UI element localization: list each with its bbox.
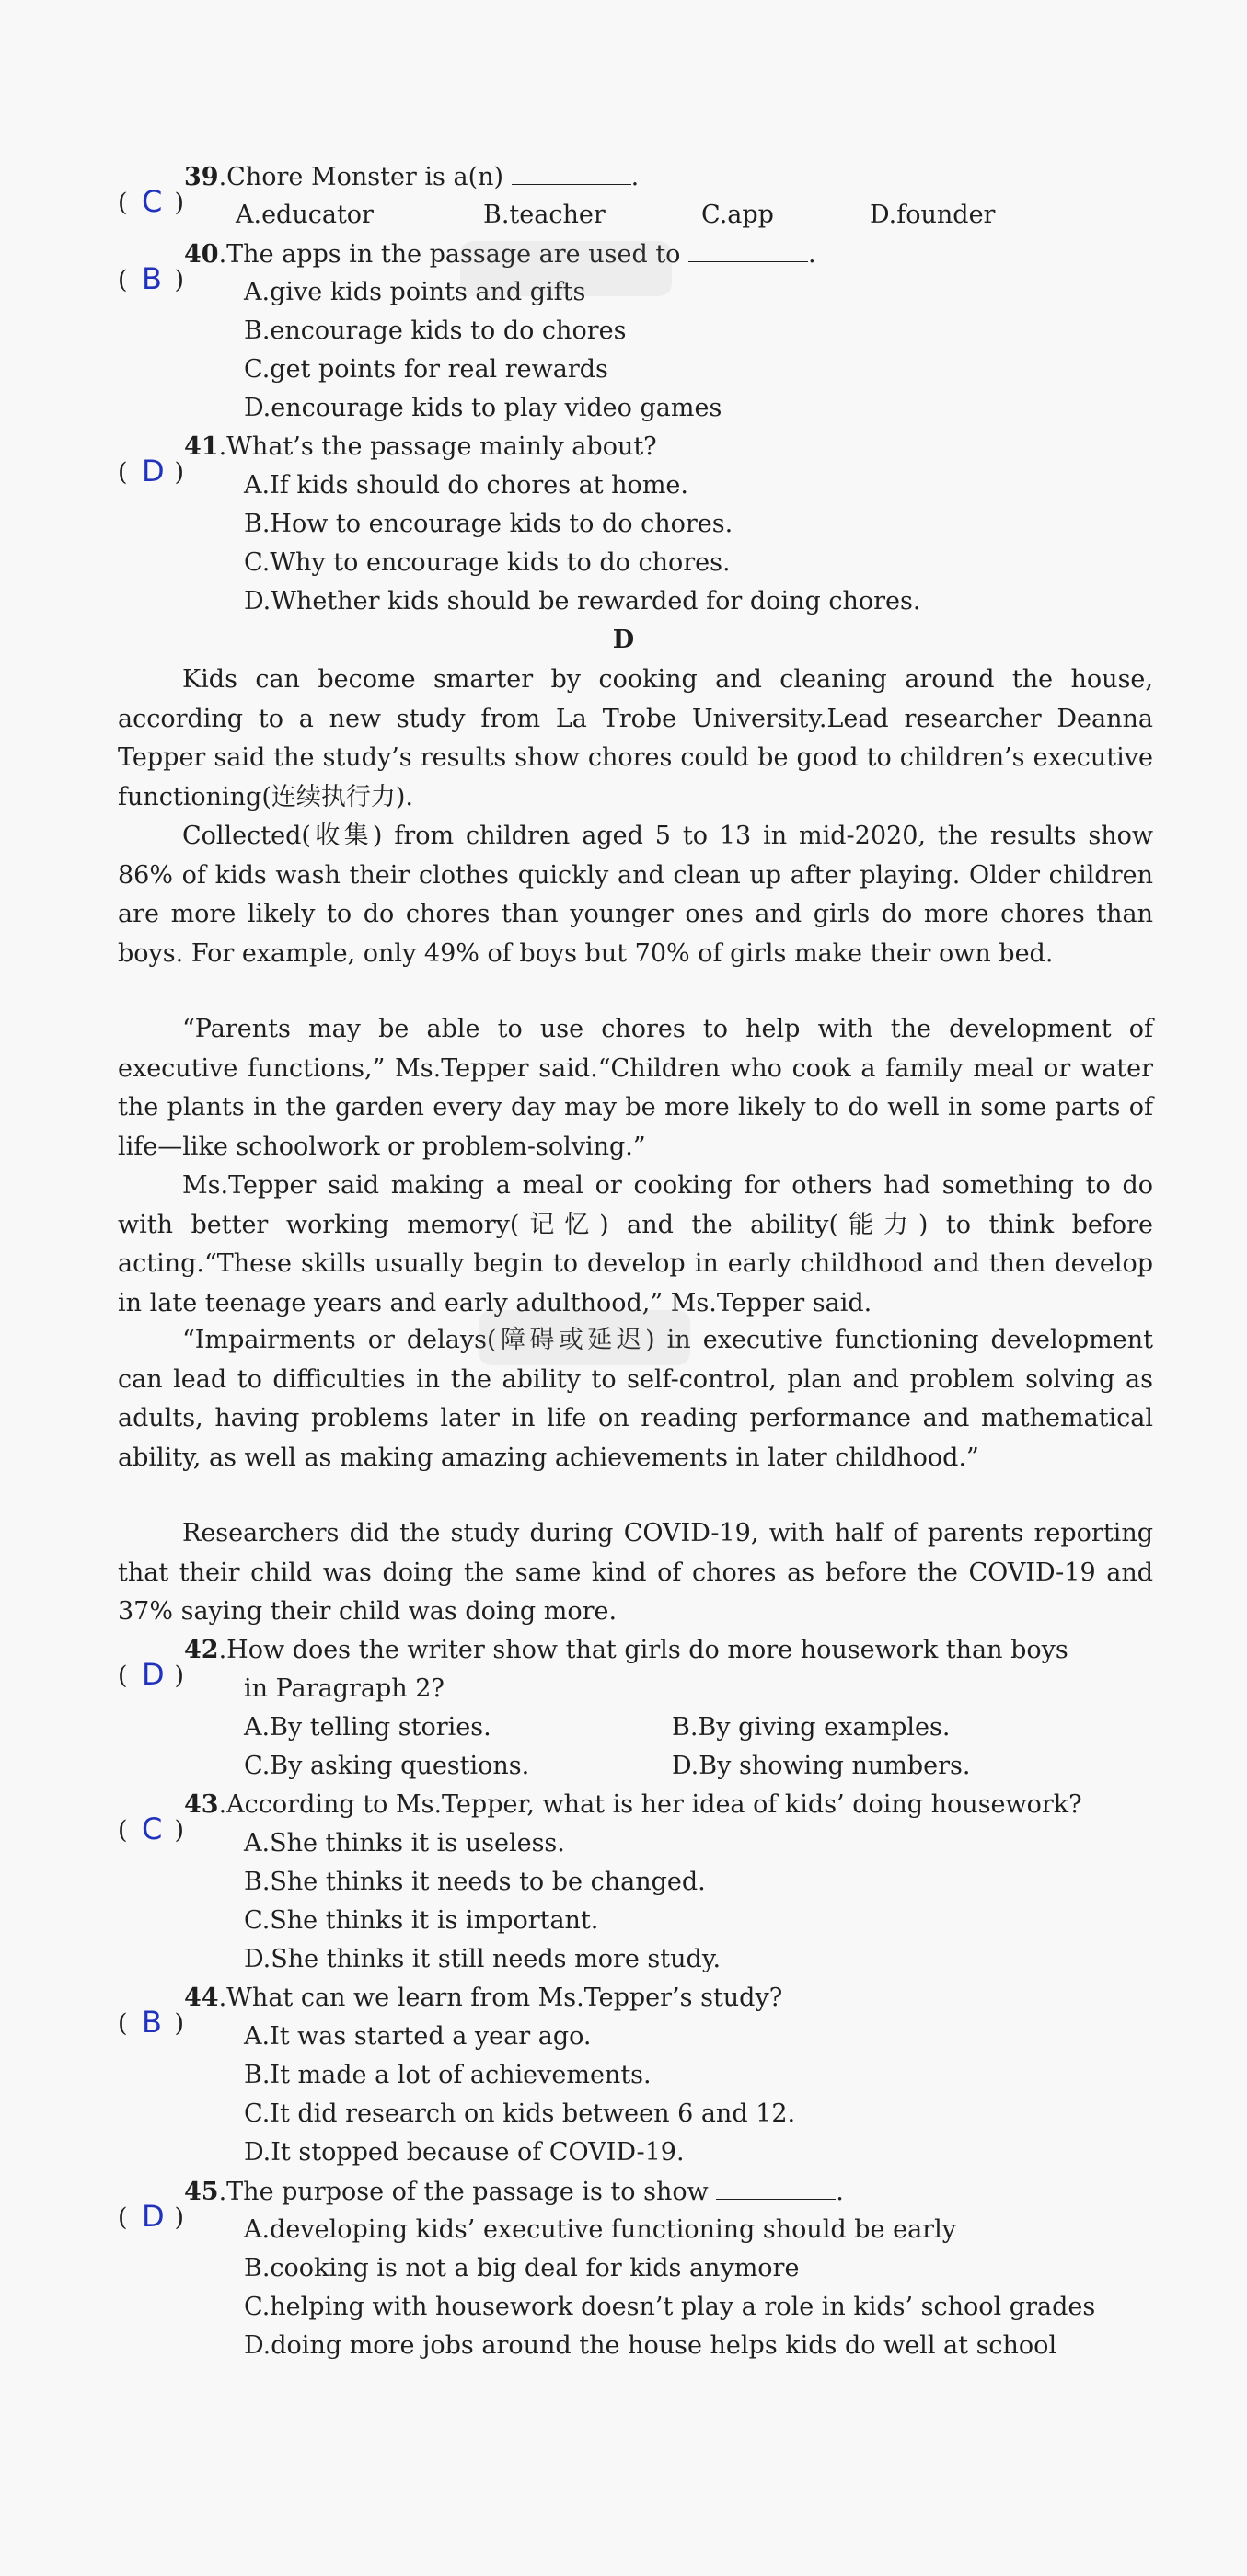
question-42-stem-line-2: in Paragraph 2? bbox=[244, 1674, 445, 1703]
watermark bbox=[460, 241, 672, 296]
question-number: 44 bbox=[184, 1984, 219, 2012]
option-39-b: B.teacher bbox=[483, 201, 606, 229]
answer-43: C bbox=[142, 1811, 163, 1846]
question-stem: According to Ms.Tepper, what is her idea of kids’ doing housework? bbox=[226, 1790, 1082, 1819]
option-45-d: D.doing more jobs around the house helps kids do well at school bbox=[244, 2331, 1057, 2360]
option-42-b: B.By giving examples. bbox=[672, 1713, 951, 1742]
option-42-c: C.By asking questions. bbox=[244, 1752, 530, 1780]
answer-44: B bbox=[142, 2005, 162, 2040]
question-stem: The apps in the passage are used to bbox=[226, 240, 689, 269]
option-43-c: C.She thinks it is important. bbox=[244, 1906, 599, 1935]
answer-blank bbox=[716, 2173, 836, 2200]
question-41: ( D ) 41.What’s the passage mainly about? bbox=[118, 432, 657, 489]
question-44: ( B ) 44.What can we learn from Ms.Tepper’s study? bbox=[118, 1984, 783, 2040]
question-number: 42 bbox=[184, 1636, 219, 1664]
question-stem: Chore Monster is a(n) bbox=[226, 163, 512, 191]
answer-42: D bbox=[142, 1657, 165, 1692]
answer-39: C bbox=[142, 184, 163, 219]
answer-40: B bbox=[142, 261, 162, 296]
option-40-a: A.give kids points and gifts bbox=[244, 278, 586, 306]
watermark bbox=[479, 1310, 690, 1365]
question-number: 41 bbox=[184, 432, 219, 461]
passage-paragraph-4: Ms.Tepper said making a meal or cooking for others had something to do with better working memory(记忆) and the ability(能力) to think before acting.“These skills usually begin to develop in early childhood and then develop in late teenage years and early adulthood,” Ms.Tepper said. bbox=[118, 1171, 1153, 1317]
option-44-d: D.It stopped because of COVID-19. bbox=[244, 2138, 685, 2167]
question-42: ( D ) 42.How does the writer show that girls do more housework than boys bbox=[118, 1636, 1068, 1692]
option-42-d: D.By showing numbers. bbox=[672, 1752, 971, 1780]
question-number: 45 bbox=[184, 2178, 219, 2206]
option-39-d: D.founder bbox=[870, 201, 996, 229]
passage-paragraph-3: “Parents may be able to use chores to help with the development of executive functions,” Ms.Tepper said.“Children who cook a family meal or water the plants in the garden every day may be more likely to do well in some parts of life—like schoolwork or problem-solving.” bbox=[118, 1015, 1153, 1161]
option-41-a: A.If kids should do chores at home. bbox=[244, 471, 688, 500]
option-40-c: C.get points for real rewards bbox=[244, 355, 608, 384]
option-41-d: D.Whether kids should be rewarded for doing chores. bbox=[244, 587, 921, 615]
option-40-b: B.encourage kids to do chores bbox=[244, 316, 627, 345]
answer-blank bbox=[512, 158, 631, 185]
passage-paragraph-6: Researchers did the study during COVID-19, with half of parents reporting that their child was doing the same kind of chores as before the COVID-19 and 37% saying their child was doing more. bbox=[118, 1519, 1153, 1626]
question-number: 39 bbox=[184, 163, 219, 191]
question-stem: What’s the passage mainly about? bbox=[226, 432, 657, 461]
option-40-d: D.encourage kids to play video games bbox=[244, 394, 722, 422]
question-stem-end: . bbox=[630, 163, 640, 191]
question-stem-end: . bbox=[808, 240, 816, 269]
question-45: ( D ) 45.The purpose of the passage is to show . bbox=[118, 2173, 844, 2211]
question-number: 40 bbox=[184, 240, 219, 269]
option-42-a: A.By telling stories. bbox=[244, 1713, 491, 1742]
answer-blank bbox=[688, 236, 808, 262]
option-43-b: B.She thinks it needs to be changed. bbox=[244, 1868, 706, 1896]
option-45-a: A.developing kids’ executive functioning should be early bbox=[244, 2215, 956, 2244]
section-heading: D bbox=[612, 626, 635, 654]
option-39-a: A.educator bbox=[236, 201, 374, 229]
option-39-c: C.app bbox=[701, 201, 774, 229]
question-43: ( C ) 43.According to Ms.Tepper, what is her idea of kids’ doing housework? bbox=[118, 1790, 1082, 1846]
question-stem-end: . bbox=[836, 2178, 844, 2206]
option-43-a: A.She thinks it is useless. bbox=[244, 1829, 565, 1857]
question-stem: The purpose of the passage is to show bbox=[226, 2178, 717, 2206]
option-45-c: C.helping with housework doesn’t play a role in kids’ school grades bbox=[244, 2293, 1096, 2321]
passage-paragraph-1: Kids can become smarter by cooking and cleaning around the house, according to a new study from La Trobe University.Lead researcher Deanna Tepper said the study’s results show chores could be good to children’s executive functioning(连续执行力). bbox=[118, 665, 1153, 811]
option-44-b: B.It made a lot of achievements. bbox=[244, 2061, 652, 2089]
question-number: 43 bbox=[184, 1790, 219, 1819]
question-39: ( C ) 39.Chore Monster is a(n) . bbox=[118, 158, 639, 196]
option-45-b: B.cooking is not a big deal for kids anymore bbox=[244, 2254, 800, 2283]
answer-45: D bbox=[142, 2199, 165, 2234]
question-stem: How does the writer show that girls do more housework than boys bbox=[226, 1636, 1068, 1664]
answer-41: D bbox=[142, 454, 165, 489]
option-41-c: C.Why to encourage kids to do chores. bbox=[244, 548, 731, 577]
question-stem: What can we learn from Ms.Tepper’s study? bbox=[226, 1984, 783, 2012]
option-43-d: D.She thinks it still needs more study. bbox=[244, 1945, 722, 1973]
option-41-b: B.How to encourage kids to do chores. bbox=[244, 510, 733, 538]
passage-paragraph-5: “Impairments or delays(障碍或延迟) in executive functioning development can lead to difficulties in the ability to self-control, plan and problem solving as adults, having problems later in life on reading performance and mathematical ability, as well as making amazing achievements in later childhood.” bbox=[118, 1326, 1153, 1472]
option-44-a: A.It was started a year ago. bbox=[244, 2022, 592, 2051]
question-40: ( B ) 40.The apps in the passage are used to . bbox=[118, 236, 816, 273]
option-44-c: C.It did research on kids between 6 and 12. bbox=[244, 2099, 796, 2128]
passage-paragraph-2: Collected(收集) from children aged 5 to 13 in mid-2020, the results show 86% of kids wash their clothes quickly and clean up after playing. Older children are more likely to do chores than younger ones and girls do more chores than boys. For example, only 49% of boys but 70% of girls make their own bed. bbox=[118, 822, 1153, 968]
